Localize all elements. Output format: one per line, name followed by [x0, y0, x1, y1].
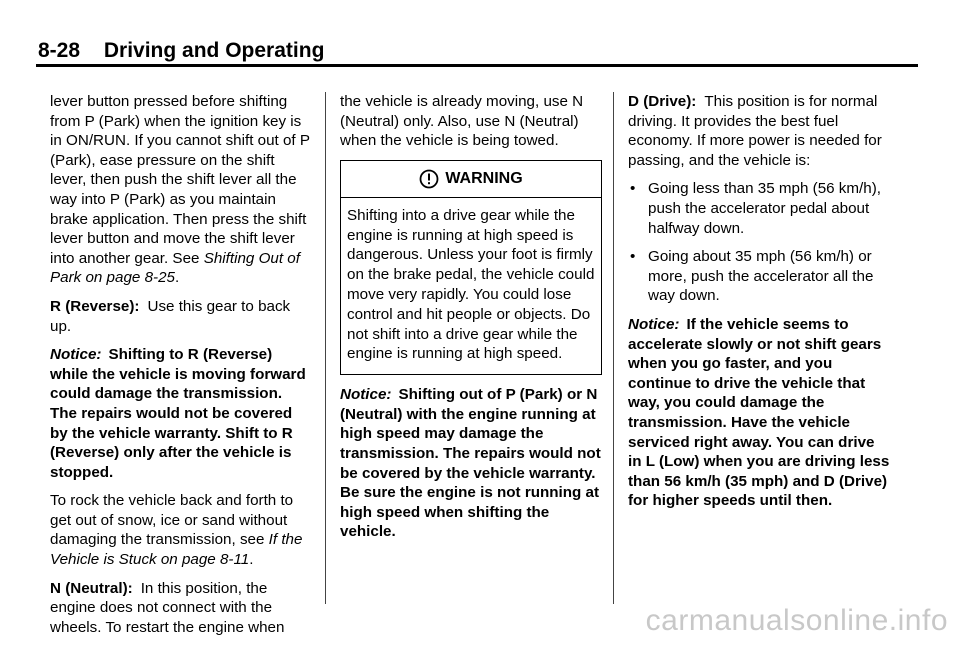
bullet-glyph: •: [630, 248, 636, 266]
notice-text: Shifting to R (Reverse) while the vehicle is moving forward could damage the transmission. The repairs would not be covered by the vehicle warranty. Shift to R (Reverse) only after the vehicle is stopped.: [50, 346, 306, 481]
period: .: [249, 551, 254, 569]
paragraph-reverse: [50, 297, 312, 336]
warning-icon: [419, 169, 439, 189]
notice-label: Notice:: [628, 315, 680, 333]
list-item: [628, 247, 890, 306]
paragraph-text: lever button pressed before shifting from P (Park) when the ignition key is in ON/RUN. If you cannot shift out of P (Park), ease pressure on the shift lever, then push the shift lever all the way into P (Park) as you maintain brake application. Then press the shift lever button and move the shift lever into another gear. See: [50, 93, 310, 267]
warning-text: Shifting into a drive gear while the engine is running at high speed is dangerous. Unless your foot is firmly on the brake pedal, the vehicle could move very rapidly. You could lose control and hit people or objects. Do not shift into a drive gear while the engine is running at high speed.: [347, 206, 595, 363]
watermark: carmanualsonline.info: [645, 604, 948, 637]
column-1: [50, 92, 312, 646]
paragraph-shift-park: [50, 92, 312, 288]
drive-bullet-list: [628, 179, 890, 306]
column-divider-2: [613, 92, 614, 604]
bullet-glyph: •: [630, 180, 636, 198]
header-rule: [36, 64, 918, 67]
notice-text: Shifting out of P (Park) or N (Neutral) with the engine running at high speed may damage the transmission. The repairs would not be covered by the vehicle warranty. Be sure the engine is not running at high speed when shifting the vehicle.: [340, 386, 601, 541]
paragraph-rock: [50, 491, 312, 569]
notice-label: Notice:: [340, 386, 392, 404]
section-title: Driving and Operating: [103, 39, 325, 62]
warning-box: [340, 160, 602, 375]
neutral-text: In this position, the engine does not connect with the wheels. To restart the engine when: [50, 579, 285, 636]
bullet-text: Going less than 35 mph (56 km/h), push the accelerator pedal about halfway down.: [648, 180, 881, 237]
notice-text: If the vehicle seems to accelerate slowly or not shift gears when you go faster, and you continue to drive the vehicle that way, you could damage the transmission. Have the vehicle serviced right away. You can drive in L (Low) when you are driving less than 56 km/h (35 mph) and D (Drive) for higher speeds until then.: [628, 315, 890, 510]
page-number: 8-28: [38, 39, 81, 62]
drive-label: D (Drive):: [628, 93, 697, 110]
column-2: [340, 92, 602, 551]
reverse-text: Use this gear to back up.: [50, 297, 291, 335]
cross-reference-link[interactable]: Shifting Out of Park on page 8-25: [50, 249, 300, 287]
paragraph-text: To rock the vehicle back and forth to get out of snow, ice or sand without damaging the transmission, see: [50, 492, 294, 549]
notice-drive: [628, 315, 890, 511]
warning-title: WARNING: [445, 169, 523, 187]
warning-header: [341, 161, 601, 198]
paragraph-neutral: [50, 579, 312, 638]
notice-park-neutral: [340, 385, 602, 542]
list-item: [628, 179, 890, 238]
neutral-label: N (Neutral):: [50, 579, 133, 597]
reverse-label: R (Reverse):: [50, 297, 140, 315]
column-3: [628, 92, 890, 520]
cross-reference-link[interactable]: If the Vehicle is Stuck on page 8-11: [50, 531, 303, 569]
paragraph-drive: [628, 92, 890, 170]
drive-text: This position is for normal driving. It provides the best fuel economy. If more power is needed for passing, and the vehicle is:: [628, 93, 882, 169]
bullet-text: Going about 35 mph (56 km/h) or more, push the accelerator all the way down.: [648, 248, 874, 305]
notice-label: Notice:: [50, 346, 102, 364]
period: .: [174, 269, 180, 287]
column-divider-1: [325, 92, 326, 604]
paragraph-neutral-cont: the vehicle is already moving, use N (Neutral) only. Also, use N (Neutral) when the vehicle is being towed.: [340, 93, 584, 150]
notice-reverse: [50, 345, 312, 482]
